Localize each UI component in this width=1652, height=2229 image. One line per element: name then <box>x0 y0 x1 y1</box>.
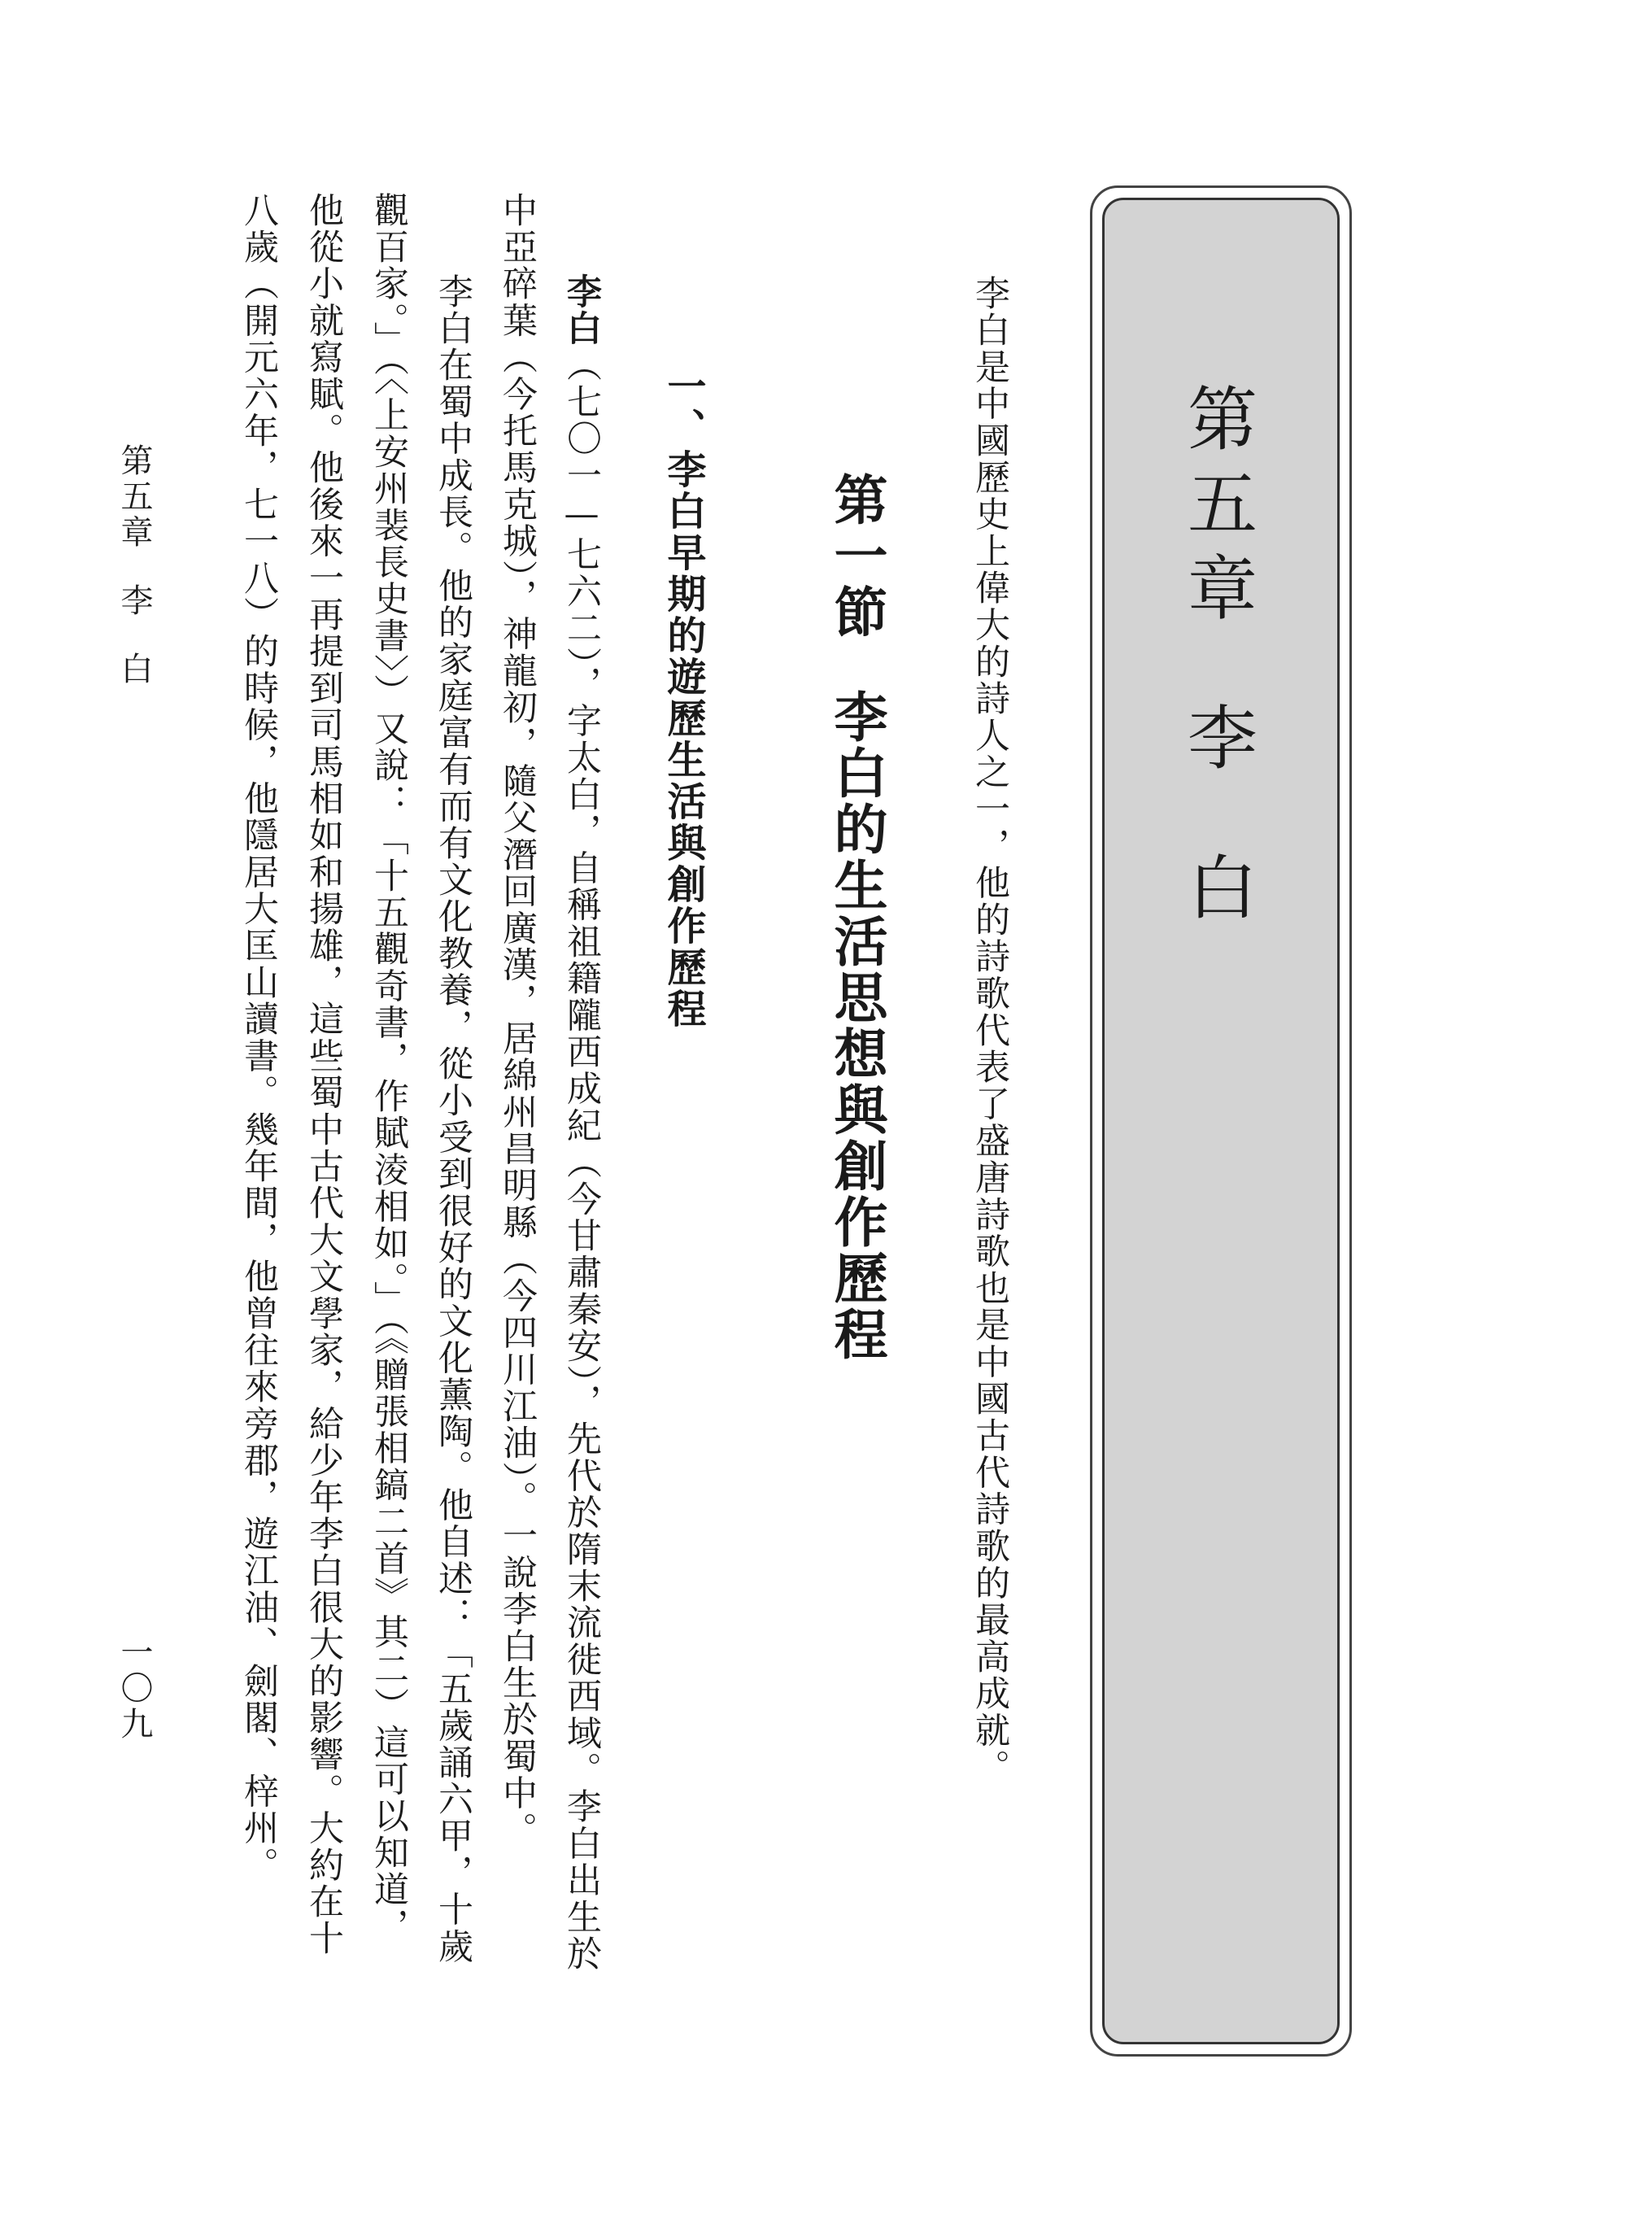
body-column-2: 中亞碎葉（今托馬克城），神龍初，隨父潛回廣漢，居綿州昌明縣（今四川江油）。一說李白生於蜀中。 <box>497 192 538 1849</box>
body-column-5: 他從小就寫賦。他後來一再提到司馬相如和揚雄，這些蜀中古代大文學家，給少年李白很大的影響。大約在十 <box>303 192 344 1957</box>
running-head: 第五章李白 <box>116 443 153 687</box>
chapter-title: 第五章李白 <box>1175 382 1257 936</box>
section-heading <box>825 472 888 1363</box>
section-label: 第一節 <box>825 472 888 640</box>
section-title: 李白的生活思想與創作歷程 <box>825 689 888 1363</box>
person-name: 李白 <box>561 273 602 347</box>
page-number: 一〇九 <box>116 1635 153 1743</box>
body-column-4: 觀百家。」（〈上安州裴長史書〉）又說：「十五觀奇書，作賦淩相如。」（《贈張相鎬二首》其二）這可以知道， <box>368 192 409 1945</box>
subsection-heading: 一、李白早期的遊歷生活與創作歷程 <box>660 366 706 1030</box>
body-column-6: 八歲（開元六年，七一八）的時候，他隱居大匡山讀書。幾年間，他曾往來旁郡，遊江油、劍閣、梓州。 <box>238 192 279 1884</box>
chapter-intro: 李白是中國歷史上偉大的詩人之一，他的詩歌代表了盛唐詩歌也是中國古代詩歌的最高成就。 <box>970 275 1010 1786</box>
body-column-1: 李白（七〇一—七六二），字太白，自稱祖籍隴西成紀（今甘肅秦安），先代於隋末流徙西域。李白出生於 <box>561 273 602 1973</box>
body-column-3: 李白在蜀中成長。他的家庭富有而有文化教養，從小受到很好的文化薰陶。他自述：「五歲誦六甲，十歲 <box>433 273 473 1965</box>
